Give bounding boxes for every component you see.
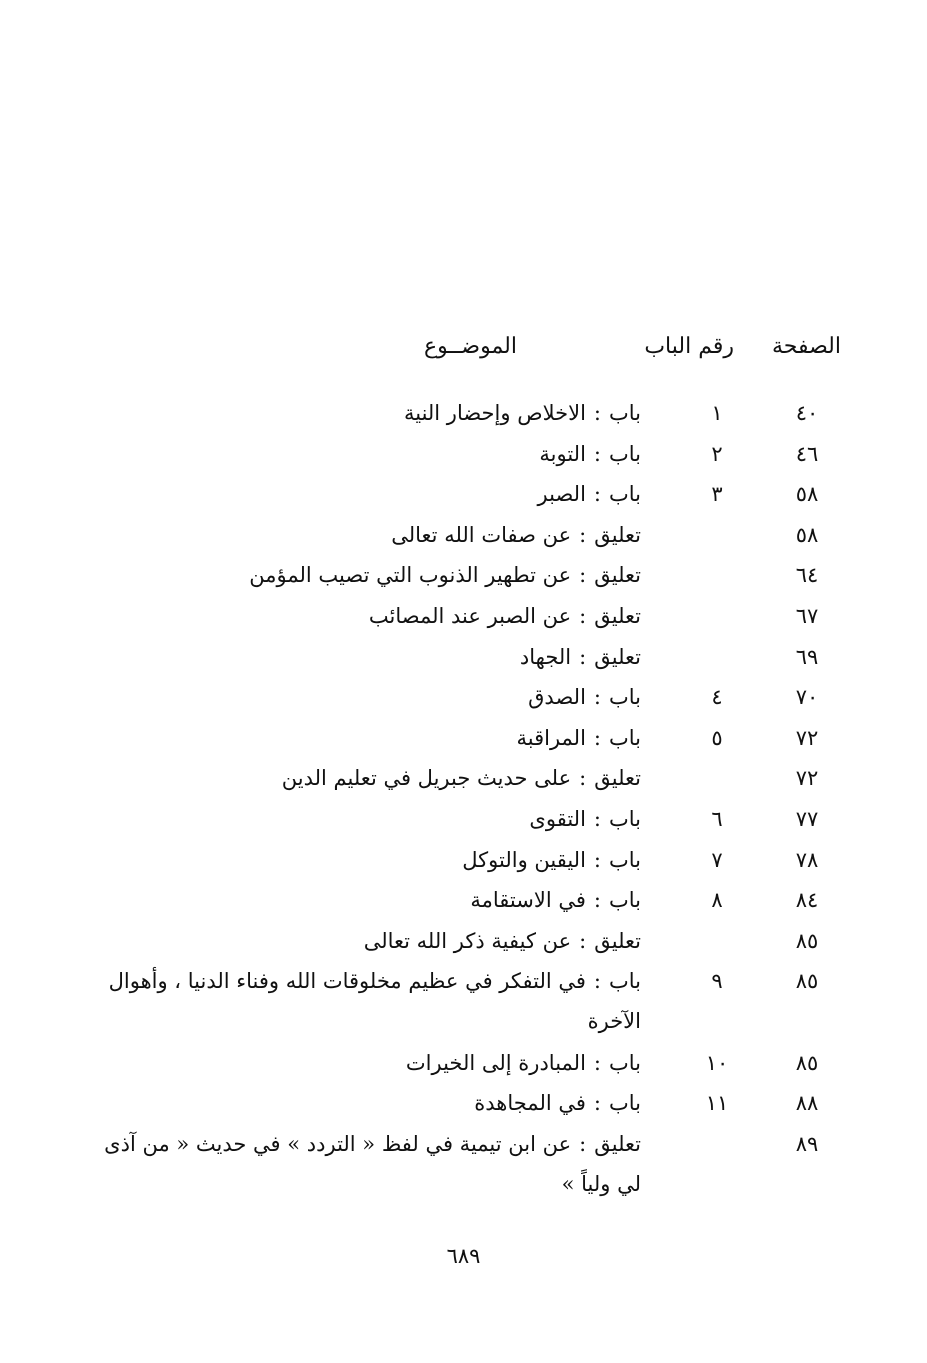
entry-text: عن الصبر عند المصائب (368, 603, 572, 628)
topic: تعليق:عن تطهير الذنوب التي تصيب المؤمن (249, 563, 641, 588)
page-number: ٥٨ (795, 482, 819, 507)
toc-row (0, 1124, 927, 1205)
page-number: ٨٥ (795, 1050, 819, 1075)
entry-text: التقوى (529, 806, 586, 831)
page-number: ٨٥ (795, 928, 819, 953)
entry-kind: باب (608, 725, 641, 750)
page-number: ٧٨ (795, 847, 819, 872)
entry-kind: باب (608, 888, 641, 913)
page-number: ٨٤ (795, 888, 819, 913)
page-number: ٧٧ (795, 806, 819, 831)
chapter-number: ١ (711, 401, 723, 425)
entry-kind: تعليق (594, 644, 641, 669)
page-number: ٧٢ (795, 725, 819, 750)
toc-row (0, 840, 927, 881)
toc-row (0, 393, 927, 434)
entry-kind: تعليق (594, 1131, 641, 1156)
entry-text: الصبر (537, 482, 586, 507)
topic: باب:التقوى (529, 806, 641, 831)
page-column-header: الصفحة (771, 334, 841, 359)
toc-row (0, 596, 927, 637)
chapter-number: ٦ (711, 806, 723, 831)
page-number: ٨٩ (795, 1131, 819, 1156)
chapter-number: ٩ (711, 969, 723, 994)
toc-row (0, 637, 927, 678)
entry-kind: باب (608, 441, 641, 466)
entry-text: عن صفات الله تعالى (391, 522, 572, 547)
topic: تعليق:الجهاد (519, 644, 641, 669)
entry-text: الجهاد (519, 644, 572, 669)
entry-kind: تعليق (594, 928, 641, 953)
page-number: ٦٤ (795, 563, 819, 588)
page-number: ٧٠ (795, 685, 819, 710)
entry-text: في المجاهدة (474, 1091, 586, 1116)
topic: باب:الصبر (537, 482, 641, 507)
entry-text: عن تطهير الذنوب التي تصيب المؤمن (249, 563, 572, 588)
entry-kind: باب (608, 969, 641, 994)
topic: تعليق:عن الصبر عند المصائب (368, 603, 641, 628)
page-number: ٤٠ (795, 401, 819, 425)
topic: تعليق:عن صفات الله تعالى (391, 522, 641, 547)
topic: باب:المراقبة (516, 725, 641, 750)
topic: تعليق:عن كيفية ذكر الله تعالى (363, 928, 641, 953)
page-number: ٥٨ (795, 522, 819, 547)
page-number: ٧٢ (795, 766, 819, 791)
chapter-number: ٧ (711, 847, 723, 872)
chapter-number: ١٠ (705, 1050, 729, 1075)
entry-text: اليقين والتوكل (462, 847, 586, 872)
chapter-number: ٥ (711, 725, 723, 750)
topic: باب:في المجاهدة (474, 1091, 641, 1116)
entry-kind: باب (608, 1050, 641, 1075)
entry-kind: تعليق (594, 522, 641, 547)
topic: باب:اليقين والتوكل (462, 847, 641, 872)
topic: تعليق:على حديث جبريل في تعليم الدين (281, 766, 641, 791)
toc-row (0, 921, 927, 962)
entry-kind: تعليق (594, 766, 641, 791)
entry-text: في الاستقامة (470, 888, 586, 913)
topic-column-header: الموضــوع (424, 334, 517, 359)
topic: باب:الاخلاص وإحضار النية (403, 401, 641, 425)
toc-row (0, 1043, 927, 1084)
toc-row (0, 555, 927, 596)
page-number: ٨٨ (795, 1091, 819, 1116)
topic: باب:المبادرة إلى الخيرات (405, 1050, 641, 1075)
entry-text: الاخلاص وإحضار النية (403, 401, 586, 425)
entry-text: التوبة (539, 441, 586, 466)
chapter-number: ٨ (711, 888, 723, 913)
toc-row (0, 515, 927, 556)
entry-kind: باب (608, 482, 641, 507)
toc-row (0, 758, 927, 799)
entry-text: عن كيفية ذكر الله تعالى (363, 928, 572, 953)
entry-text: على حديث جبريل في تعليم الدين (281, 766, 572, 791)
entry-text: الصدق (528, 685, 586, 710)
page-folio-number: ٦٨٩ (446, 1244, 481, 1268)
chapter-number-column-header: رقم الباب (644, 334, 734, 359)
entry-kind: باب (608, 685, 641, 710)
chapter-number: ١١ (705, 1091, 729, 1116)
page-number: ٦٧ (795, 603, 819, 628)
topic: تعليق:عن ابن تيمية في لفظ « التردد » في حديث « من آذى لي ولياً » (104, 1131, 641, 1196)
toc-row (0, 434, 927, 475)
table-of-contents (0, 393, 927, 1205)
page-number: ٤٦ (795, 441, 819, 466)
chapter-number: ٤ (711, 685, 723, 710)
entry-text: في التفكر في عظيم مخلوقات الله وفناء الدنيا ، وأهوال الآخرة (108, 969, 641, 1034)
topic: باب:في الاستقامة (470, 888, 641, 913)
toc-row (0, 961, 927, 1042)
page-number: ٦٩ (795, 644, 819, 669)
entry-kind: باب (608, 806, 641, 831)
entry-kind: باب (608, 1091, 641, 1116)
entry-kind: باب (608, 401, 641, 425)
toc-row (0, 799, 927, 840)
entry-kind: تعليق (594, 603, 641, 628)
entry-text: عن ابن تيمية في لفظ « التردد » في حديث « من آذى لي ولياً » (104, 1131, 641, 1196)
entry-kind: باب (608, 847, 641, 872)
chapter-number: ٣ (711, 482, 723, 507)
entry-text: المراقبة (516, 725, 586, 750)
toc-row (0, 1083, 927, 1124)
entry-kind: تعليق (594, 563, 641, 588)
toc-row (0, 677, 927, 718)
topic: باب:التوبة (539, 441, 641, 466)
topic: باب:الصدق (528, 685, 641, 710)
toc-row (0, 474, 927, 515)
topic: باب:في التفكر في عظيم مخلوقات الله وفناء الدنيا ، وأهوال الآخرة (108, 969, 641, 1034)
chapter-number: ٢ (711, 441, 723, 466)
toc-row (0, 880, 927, 921)
page-number: ٨٥ (795, 969, 819, 994)
entry-text: المبادرة إلى الخيرات (405, 1050, 586, 1075)
toc-row (0, 718, 927, 759)
